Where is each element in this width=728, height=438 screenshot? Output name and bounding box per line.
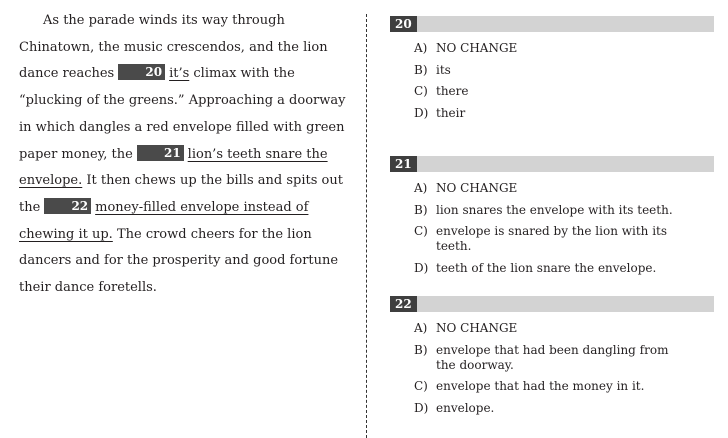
choice-text: NO CHANGE <box>436 181 518 195</box>
choice-letter: D) <box>414 400 429 415</box>
choice-text: teeth of the lion snare the envelope. <box>436 260 657 275</box>
choice-text: its <box>436 62 451 77</box>
answer-choice-c[interactable] <box>390 379 714 394</box>
answer-choice-a[interactable] <box>390 41 714 56</box>
answer-choice-b[interactable] <box>390 343 714 373</box>
choice-letter: C) <box>414 84 428 99</box>
answer-choice-a[interactable] <box>390 181 714 196</box>
choice-letter: A) <box>414 321 428 335</box>
choice-text: envelope that had been dangling from the doorway. <box>436 342 669 372</box>
answer-choices <box>390 181 714 276</box>
question-number-21-marker[interactable]: 21 <box>137 145 184 161</box>
choice-letter: A) <box>414 41 428 55</box>
question-header-bar <box>390 296 714 312</box>
question-number-badge: 22 <box>390 296 417 312</box>
column-divider <box>366 14 367 438</box>
answer-choices <box>390 321 714 416</box>
answer-choice-d[interactable] <box>390 106 714 121</box>
answer-choice-d[interactable] <box>390 401 714 416</box>
answer-choice-a[interactable] <box>390 321 714 336</box>
passage-text: climax with the “plucking of the greens.” Approaching a doorway in which dangles a red envelope filled with green paper money, the <box>19 66 346 162</box>
question-number-badge: 20 <box>390 16 417 32</box>
answer-choice-d[interactable] <box>390 261 714 276</box>
choice-letter: B) <box>414 342 428 357</box>
choice-letter: B) <box>414 62 428 77</box>
choice-letter: D) <box>414 260 429 275</box>
answer-choices <box>390 41 714 121</box>
question-header-bar <box>390 16 714 32</box>
choice-text: their <box>436 105 466 120</box>
question-number-22-marker[interactable]: 22 <box>44 198 91 214</box>
choice-letter: A) <box>414 181 428 195</box>
question-number-badge: 21 <box>390 156 417 172</box>
choice-text: NO CHANGE <box>436 41 518 55</box>
choice-text: lion snares the envelope with its teeth. <box>436 202 673 217</box>
answer-choice-c[interactable] <box>390 84 714 99</box>
choice-text: there <box>436 84 469 99</box>
passage-text: The crowd cheers for the lion dancers and for the prosperity and good fortune their dance foretells. <box>19 226 339 296</box>
underlined-portion-22[interactable]: money-filled envelope instead of chewing it up. <box>19 199 309 242</box>
choice-letter: C) <box>414 379 428 394</box>
question-number-20-marker[interactable]: 20 <box>118 64 165 80</box>
question-20 <box>390 16 714 127</box>
answer-choice-c[interactable] <box>390 224 714 254</box>
choice-text: envelope is snared by the lion with its teeth. <box>436 224 668 254</box>
passage-paragraph <box>19 8 349 302</box>
passage-text: It then chews up the bills and spits out the <box>19 173 343 215</box>
passage-text: As the parade winds its way through Chinatown, the music crescendos, and the lion dance reaches <box>19 13 328 82</box>
underlined-portion-21[interactable]: lion’s teeth snare the envelope. <box>19 146 328 189</box>
answer-choice-b[interactable] <box>390 63 714 78</box>
choice-letter: C) <box>414 224 428 239</box>
question-header-bar <box>390 156 714 172</box>
passage <box>19 8 349 302</box>
choice-letter: D) <box>414 105 429 120</box>
choice-letter: B) <box>414 202 428 217</box>
choice-text: envelope. <box>436 400 495 415</box>
question-22 <box>390 296 714 422</box>
underlined-portion-20[interactable]: it’s <box>169 66 190 82</box>
question-21 <box>390 156 714 282</box>
choice-text: NO CHANGE <box>436 321 518 335</box>
answer-choice-b[interactable] <box>390 203 714 218</box>
choice-text: envelope that had the money in it. <box>436 379 645 394</box>
